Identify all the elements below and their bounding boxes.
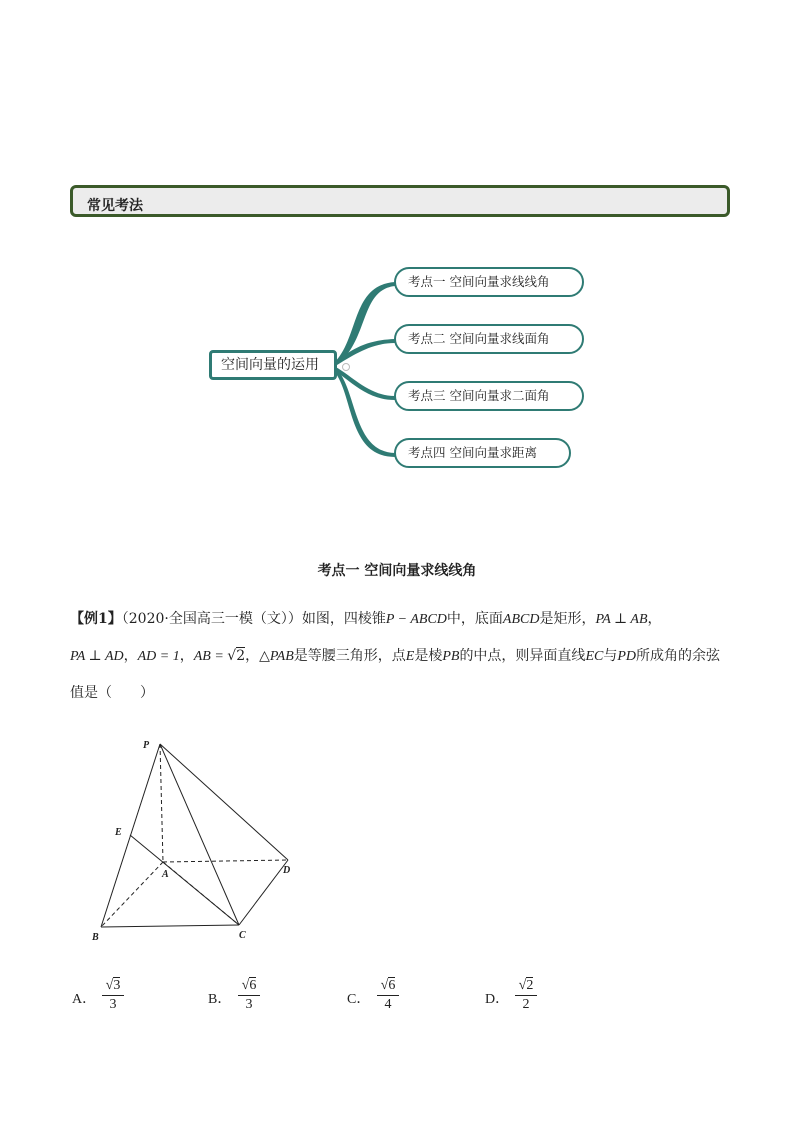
option-fraction xyxy=(515,978,537,1013)
math-condition-2: PA ⊥ AD xyxy=(70,649,124,664)
fraction-numerator: √6 xyxy=(238,978,260,996)
fraction-denominator: 2 xyxy=(522,997,530,1012)
math-point-e: E xyxy=(405,649,415,664)
math-edge-pb: PB xyxy=(442,649,460,664)
sqrt-radicand: 3 xyxy=(113,978,121,993)
option-letter: D． xyxy=(485,992,510,1007)
label-p: P xyxy=(143,740,150,751)
fraction-numerator: √3 xyxy=(102,978,124,996)
edge-pd xyxy=(160,744,288,860)
separator: ， xyxy=(123,648,138,664)
mindmap-root: 空间向量的运用 xyxy=(209,350,337,380)
edge-pa xyxy=(160,744,163,862)
mindmap-branch-1: 考点一 空间向量求线线角 xyxy=(394,267,584,297)
math-triangle: △PAB xyxy=(259,649,294,664)
example-source: （2020·全国高三一模（文）） xyxy=(121,611,302,627)
label-a: A xyxy=(162,869,169,880)
label-c: C xyxy=(239,930,246,941)
edge-pc xyxy=(160,744,239,925)
fraction-denominator: 3 xyxy=(109,997,117,1012)
mindmap-branch-4: 考点四 空间向量求距离 xyxy=(394,438,571,468)
fraction-numerator: √6 xyxy=(377,978,399,996)
mindmap-branch-2: 考点二 空间向量求线面角 xyxy=(394,324,584,354)
pyramid-figure xyxy=(85,735,305,950)
problem-text: 是等腰三角形，点 xyxy=(293,648,406,664)
fraction-numerator: √2 xyxy=(515,978,537,996)
label-d: D xyxy=(283,865,291,876)
connector-4 xyxy=(332,365,395,457)
problem-text: 的中点，则异面直线 xyxy=(459,648,586,664)
option-letter: B． xyxy=(208,992,232,1007)
separator: ， xyxy=(647,611,662,627)
mindmap-branch-3: 考点三 空间向量求二面角 xyxy=(394,381,584,411)
separator: ， xyxy=(245,648,260,664)
math-base: ABCD xyxy=(502,612,540,627)
sqrt-sign: √ xyxy=(227,648,237,664)
problem-text: 中，底面 xyxy=(446,611,503,627)
fraction-denominator: 3 xyxy=(245,997,253,1012)
topic-title: 考点一 空间向量求线线角 xyxy=(317,563,477,579)
problem-text: 与 xyxy=(603,648,618,664)
math-line-ec: EC xyxy=(585,649,604,664)
math-line-pd: PD xyxy=(617,649,636,664)
section-title: 常见考法 xyxy=(87,198,143,214)
problem-text: 是矩形， xyxy=(539,611,596,627)
math-condition-1: PA ⊥ AB xyxy=(595,612,648,627)
sqrt-radicand: 6 xyxy=(249,978,257,993)
connector-1 xyxy=(332,282,395,368)
math-pyramid: P − ABCD xyxy=(385,612,447,627)
edge-cd xyxy=(239,860,291,925)
option-fraction xyxy=(238,978,260,1013)
label-e: E xyxy=(115,827,122,838)
math-condition-4: AB = xyxy=(193,649,228,664)
math-condition-3: AD = 1 xyxy=(137,649,180,664)
example-problem xyxy=(70,601,730,711)
sqrt-radicand: 2 xyxy=(526,978,534,993)
example-tag: 【例1】 xyxy=(70,611,122,627)
option-fraction xyxy=(377,978,399,1013)
option-letter: C． xyxy=(347,992,371,1007)
problem-text: 是棱 xyxy=(414,648,443,664)
sqrt-radicand: 2 xyxy=(236,648,246,664)
edge-ab xyxy=(101,862,163,927)
option-letter: A． xyxy=(72,992,97,1007)
fraction-denominator: 4 xyxy=(384,997,392,1012)
problem-text: 如图，四棱锥 xyxy=(301,611,386,627)
edge-ad xyxy=(163,860,288,862)
collapse-handle xyxy=(343,364,350,371)
problem-text: 所成角的余弦值是（ ） xyxy=(70,648,720,701)
edge-bc xyxy=(101,925,239,927)
label-b: B xyxy=(92,932,99,943)
connector-2 xyxy=(332,339,395,368)
option-fraction xyxy=(102,978,124,1013)
separator: ， xyxy=(179,648,194,664)
sqrt-radicand: 6 xyxy=(388,978,396,993)
